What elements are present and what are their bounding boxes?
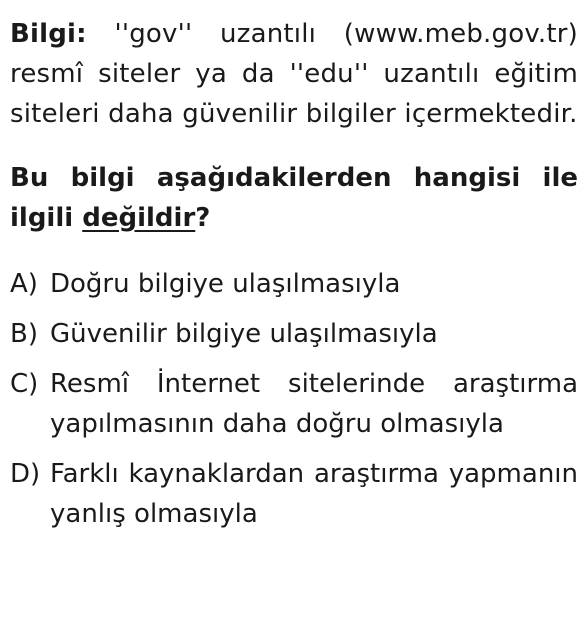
info-text: ''gov'' uzantılı (www.meb.gov.tr) resmî siteler ya da ''edu'' uzantılı eğitim siteleri daha güvenilir bilgiler içermektedir. (10, 19, 578, 129)
answer-options (10, 264, 578, 534)
option-letter: A) (10, 269, 38, 299)
option-text: Farklı kaynaklardan araştırma yapmanın yanlış olmasıyla (50, 459, 578, 529)
option-d[interactable] (10, 454, 578, 534)
option-text: Güvenilir bilgiye ulaşılmasıyla (50, 319, 438, 349)
option-b[interactable] (10, 314, 578, 354)
option-text: Resmî İnternet sitelerinde araştırma yapılmasının daha doğru olmasıyla (50, 369, 578, 439)
question-prefix: Bu bilgi aşağıdakilerden hangisi ile ilgili (10, 163, 578, 233)
info-paragraph (10, 0, 578, 134)
option-c[interactable] (10, 364, 578, 444)
option-letter: C) (10, 369, 39, 399)
question-emphasis: değildir (82, 203, 196, 233)
option-letter: D) (10, 459, 41, 489)
option-letter: B) (10, 319, 38, 349)
question-suffix: ? (195, 203, 211, 233)
question-stem (10, 158, 578, 238)
info-label: Bilgi: (10, 19, 87, 49)
option-text: Doğru bilgiye ulaşılmasıyla (50, 269, 401, 299)
option-a[interactable] (10, 264, 578, 304)
